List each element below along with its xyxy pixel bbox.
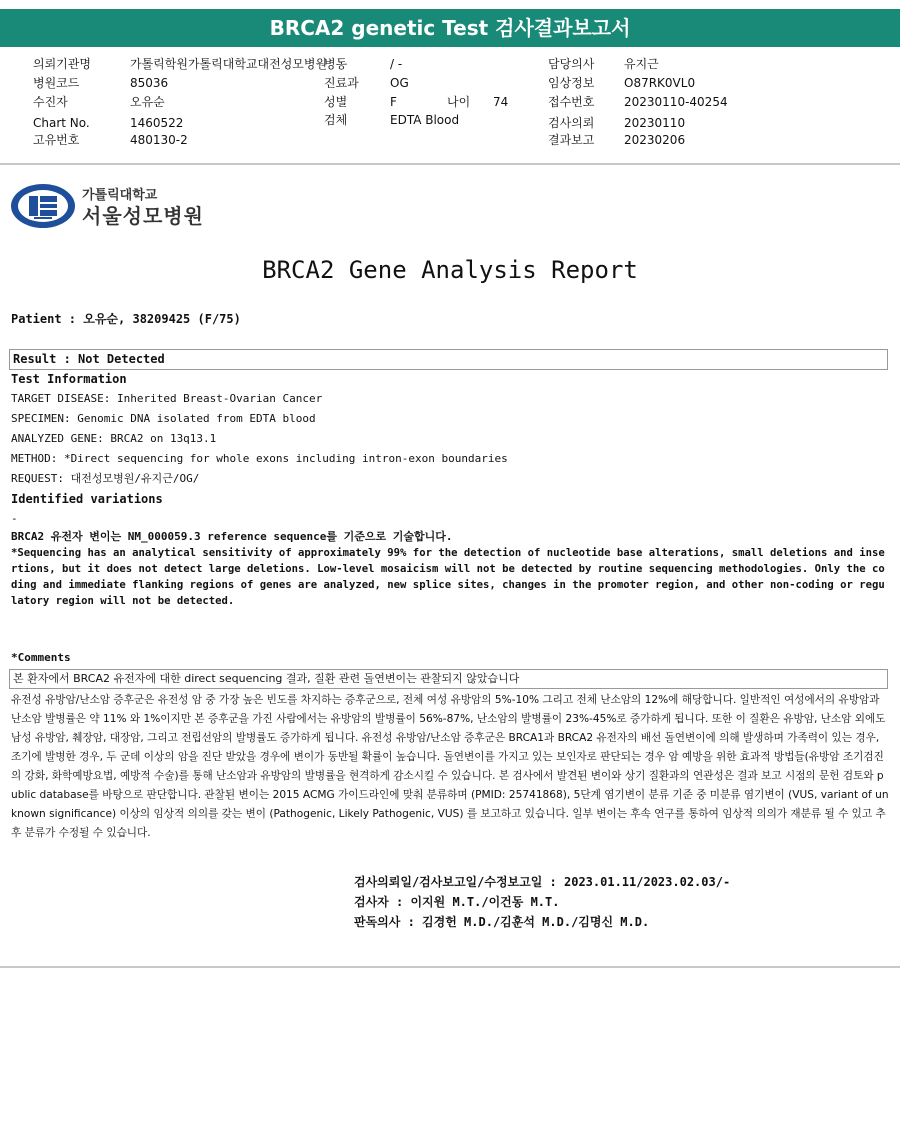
ward-label: 병동 bbox=[324, 57, 348, 71]
sensitivity-note: *Sequencing has an analytical sensitivity of approximately 99% for the detection of nucleotide base alterations, small deletions and insertions, but it does not detect large deletions. Low-level mosaicism will not be detected by routine sequencing methodologies. Only the coding and immediate flanking regions of genes are analyzed, new splice sites, changes in the promoter region, and other non-coding or regulatory region will not be detected. bbox=[11, 547, 885, 607]
reference-note: BRCA2 유전자 변이는 NM_000059.3 reference sequence를 기준으로 기술합니다. bbox=[11, 530, 453, 543]
analyzed-gene: ANALYZED GENE: BRCA2 on 13q13.1 bbox=[11, 432, 217, 445]
report-heading: BRCA2 Gene Analysis Report bbox=[262, 256, 638, 284]
target-disease: TARGET DISEASE: Inherited Breast-Ovarian Cancer bbox=[11, 392, 323, 405]
department-value: OG bbox=[390, 76, 409, 90]
report-title-bar: BRCA2 genetic Test 검사결과보고서 bbox=[0, 9, 900, 47]
doctor-value: 유지근 bbox=[624, 57, 659, 71]
hospital-code-label: 병원코드 bbox=[33, 76, 80, 90]
logo-university-name: 가톨릭대학교 bbox=[82, 188, 158, 203]
hospital-emblem-icon bbox=[10, 183, 76, 229]
chart-no-value: 1460522 bbox=[130, 116, 184, 130]
doctor-label: 담당의사 bbox=[548, 57, 595, 71]
requester-label: 의뢰기관명 bbox=[33, 57, 91, 71]
specimen-label: 검체 bbox=[324, 113, 348, 127]
age-label: 나이 bbox=[447, 95, 471, 109]
receipt-no-label: 접수번호 bbox=[548, 95, 595, 109]
specimen-value: EDTA Blood bbox=[390, 113, 460, 127]
requester-value: 가톨릭학원가톨릭대학교대전성모병원 bbox=[130, 57, 328, 71]
method-line: METHOD: *Direct sequencing for whole exons including intron-exon boundaries bbox=[11, 452, 508, 465]
sex-value: F bbox=[390, 95, 397, 109]
request-line: REQUEST: 대전성모병원/유지근/OG/ bbox=[11, 472, 200, 485]
clinical-info-value: O87RK0VL0 bbox=[624, 76, 696, 90]
header-divider bbox=[0, 163, 900, 165]
clinical-info-label: 임상정보 bbox=[548, 76, 595, 90]
hospital-code-value: 85036 bbox=[130, 76, 169, 90]
logo-hospital-name: 서울성모병원 bbox=[82, 204, 204, 228]
unique-no-label: 고유번호 bbox=[33, 133, 80, 147]
patient-name-label: 수진자 bbox=[33, 95, 68, 109]
comments-heading: *Comments bbox=[11, 651, 71, 664]
identified-heading: Identified variations bbox=[11, 492, 163, 506]
examiner-line: 검사자 : 이지원 M.T./이건동 M.T. bbox=[354, 895, 560, 909]
result-text: Result : Not Detected bbox=[13, 352, 165, 366]
patient-line: Patient : 오유순, 38209425 (F/75) bbox=[11, 312, 241, 326]
request-date-value: 20230110 bbox=[624, 116, 686, 130]
report-date-value: 20230206 bbox=[624, 133, 686, 147]
test-info-heading: Test Information bbox=[11, 372, 127, 386]
department-label: 진료과 bbox=[324, 76, 359, 90]
sex-label: 성별 bbox=[324, 95, 348, 109]
comment-summary: 본 환자에서 BRCA2 유전자에 대한 direct sequencing 결과, 질환 관련 돌연변이는 관찰되지 않았습니다 bbox=[13, 672, 520, 685]
comment-body: 유전성 유방암/난소암 증후군은 유전성 암 중 가장 높은 빈도를 차지하는 증후군으로, 전체 여성 유방암의 5%-10% 그리고 전체 난소암의 12%에 해당합니다. 일반적인 여성에서의 유방암과 난소암 발병률은 약 11% 와 1%이지만 본 증후군을 가진 사람에서는 유방암의 발병률이 56%-87%, 난소암의 발병률이 23%-45%로 증가하게 됩니다. 또한 이 질환은 유방암, 난소암 외에도 남성 유방암, 췌장암, 대장암, 그리고 전립선암의 발병률도 증가하게 됩니다. 유전성 유방암/난소암 증후군은 BRCA1과 BRCA2 유전자의 배선 돌연변이에 의해 발생하며 가족력이 있는 경우, 조기에 발병한 경우, 두 군데 이상의 암을 진단 받았을 경우에 변이가 동반될 확률이 높습니다. 돌연변이를 가지고 있는 보인자로 판단되는 경우 암 예방을 위한 효과적 방법들(유방암 조기검진의 강화, 화학예방요법, 예방적 수술)를 통해 난소암과 유방암의 발병률을 현격하게 감소시킬 수 있습니다. 본 검사에서 발견된 변이와 상기 질환과의 연관성은 결과 보고 시점의 문헌 검토와 public database를 바탕으로 판단합니다. 관찰된 변이는 2015 ACMG 가이드라인에 맞춰 분류하며 (PMID: 25741868), 5단계 염기변이 분류 기준 중 미분류 염기변이 (VUS, variant of unknown significance) 이상의 임상적 의의를 갖는 변이 (Pathogenic, Likely Pathogenic, VUS) 를 보고하고 있습니다. 일부 변이는 후속 연구를 통하여 임상적 의의가 재분류 될 수 있고 추후 분류가 수정될 수 있습니다. bbox=[11, 694, 889, 839]
ward-value: / - bbox=[390, 57, 403, 71]
patient-name-value: 오유순 bbox=[130, 95, 165, 109]
request-date-label: 검사의뢰 bbox=[548, 116, 595, 130]
footer-divider bbox=[0, 966, 900, 968]
dates-line: 검사의뢰일/검사보고일/수정보고일 : 2023.01.11/2023.02.03/- bbox=[354, 875, 731, 889]
reader-line: 판독의사 : 김경헌 M.D./김훈석 M.D./김명신 M.D. bbox=[354, 915, 650, 929]
specimen-line: SPECIMEN: Genomic DNA isolated from EDTA blood bbox=[11, 412, 316, 425]
receipt-no-value: 20230110-40254 bbox=[624, 95, 728, 109]
identified-value: - bbox=[11, 512, 18, 525]
unique-no-value: 480130-2 bbox=[130, 133, 188, 147]
report-date-label: 결과보고 bbox=[548, 133, 595, 147]
chart-no-label: Chart No. bbox=[33, 116, 90, 130]
age-value: 74 bbox=[493, 95, 509, 109]
